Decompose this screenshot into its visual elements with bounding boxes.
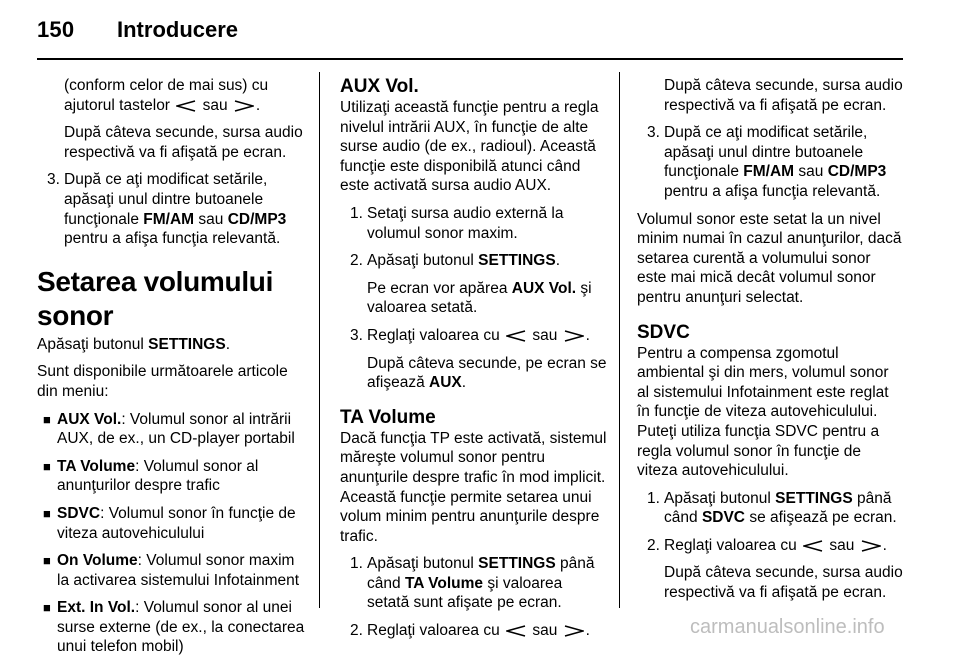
header-rule <box>37 58 903 60</box>
paragraph: Pentru a compensa zgomotul ambiental şi din mers, volumul sonor al sistemului Infotainment este reglat în funcţie de viteza autovehiculului. Puteţi utiliza funcţia SDVC pentru a regla volumul sonor în funcţie de viteza autovehiculului. <box>637 344 889 480</box>
paragraph: Dacă funcţia TP este activată, sistemul măreşte volumul sonor pentru anunţurile despre trafic în mod implicit. Această funcţie permite setarea unui volum minim pentru anunţurile despre trafic. <box>340 429 607 545</box>
list-item: ■ SDVC: Volumul sonor în funcţie de viteza autovehiculului <box>43 504 296 542</box>
paragraph: După câteva secunde, sursa audio respectivă va fi afişată pe ecran. <box>664 77 903 114</box>
page-header <box>0 0 960 62</box>
column-1 <box>37 76 309 665</box>
column-2 <box>340 76 608 649</box>
triangle-left-icon <box>506 330 526 342</box>
paragraph: Utilizaţi această funcţie pentru a regla nivelul intrării AUX, în funcţie de alte surse audio (de ex., radioul). Această funcţie este disponibilă atunci când este activată sursa audio AUX. <box>340 99 599 195</box>
triangle-left-icon <box>506 625 526 637</box>
section-heading: SDVC <box>637 321 690 343</box>
paragraph: Volumul sonor este setat la un nivel minim numai în cazul anunţurilor, dacă setarea curentă a volumului sonor este mai mică decât volumul sonor pentru anunţuri selectat. <box>637 210 902 306</box>
paragraph: Pe ecran vor apărea AUX Vol. şi valoarea setată. <box>367 279 592 317</box>
watermark: carmanualsonline.info <box>690 616 885 638</box>
triangle-left-icon <box>803 540 823 552</box>
list-item: ■ On Volume: Volumul sonor maxim la activarea sistemului Infotainment <box>43 552 300 589</box>
list-item: 1. Apăsaţi butonul SETTINGS până când SDVC se afişează pe ecran. <box>647 489 897 527</box>
list-item: ■ AUX Vol.: Volumul sonor al intrării AUX, de ex., un CD-player portabil <box>43 410 295 448</box>
chapter-title: Introducere <box>117 17 239 42</box>
paragraph: Apăsaţi butonul SETTINGS. <box>37 335 230 353</box>
list-item: ■ Ext. In Vol.: Volumul sonor al unei surse externe (de ex., la conectarea unui telefon mobil) <box>43 599 305 656</box>
list-item: 3. După ce aţi modificat setările, apăsaţi unul dintre butoanele funcţionale FM/AM sau CD/MP3 pentru a afişa funcţia relevantă. <box>47 171 287 248</box>
paragraph: Sunt disponibile următoarele articole din meniu: <box>37 363 288 400</box>
paragraph: După câteva secunde, sursa audio respectivă va fi afişată pe ecran. <box>664 564 903 602</box>
column-3 <box>637 76 903 611</box>
paragraph: (conform celor de mai sus) cu ajutorul tastelor sau . <box>64 77 269 114</box>
list-item: 3. Reglaţi valoarea cu sau . <box>350 326 590 344</box>
list-item: 2. Reglaţi valoarea cu sau . <box>647 536 887 554</box>
list-item: ■ TA Volume: Volumul sonor al anunţurilor despre trafic <box>43 457 259 495</box>
triangle-left-icon <box>176 100 196 112</box>
triangle-right-icon <box>861 540 881 552</box>
list-item: 1. Setaţi sursa audio externă la volumul sonor maxim. <box>350 204 564 242</box>
list-item: 3. După ce aţi modificat setările, apăsaţi unul dintre butoanele funcţionale FM/AM sau CD/MP3 pentru a afişa funcţia relevantă. <box>647 124 887 200</box>
triangle-right-icon <box>234 100 254 112</box>
section-heading: TA Volume <box>340 406 436 428</box>
list-item: 1. Apăsaţi butonul SETTINGS până când TA Volume şi valoarea setată sunt afişate pe ecran. <box>350 555 595 612</box>
triangle-right-icon <box>564 330 584 342</box>
column-divider-1 <box>319 72 320 608</box>
paragraph: După câteva secunde, pe ecran se afişează AUX. <box>367 354 607 392</box>
column-divider-2 <box>619 72 620 608</box>
triangle-right-icon <box>564 625 584 637</box>
section-heading: AUX Vol. <box>340 76 419 97</box>
section-heading: Setarea volumului sonor <box>37 265 274 331</box>
page-number: 150 <box>37 17 75 42</box>
paragraph: După câteva secunde, sursa audio respectivă va fi afişată pe ecran. <box>64 124 303 161</box>
list-item: 2. Reglaţi valoarea cu sau . <box>350 622 590 640</box>
list-item: 2. Apăsaţi butonul SETTINGS. <box>350 252 560 270</box>
